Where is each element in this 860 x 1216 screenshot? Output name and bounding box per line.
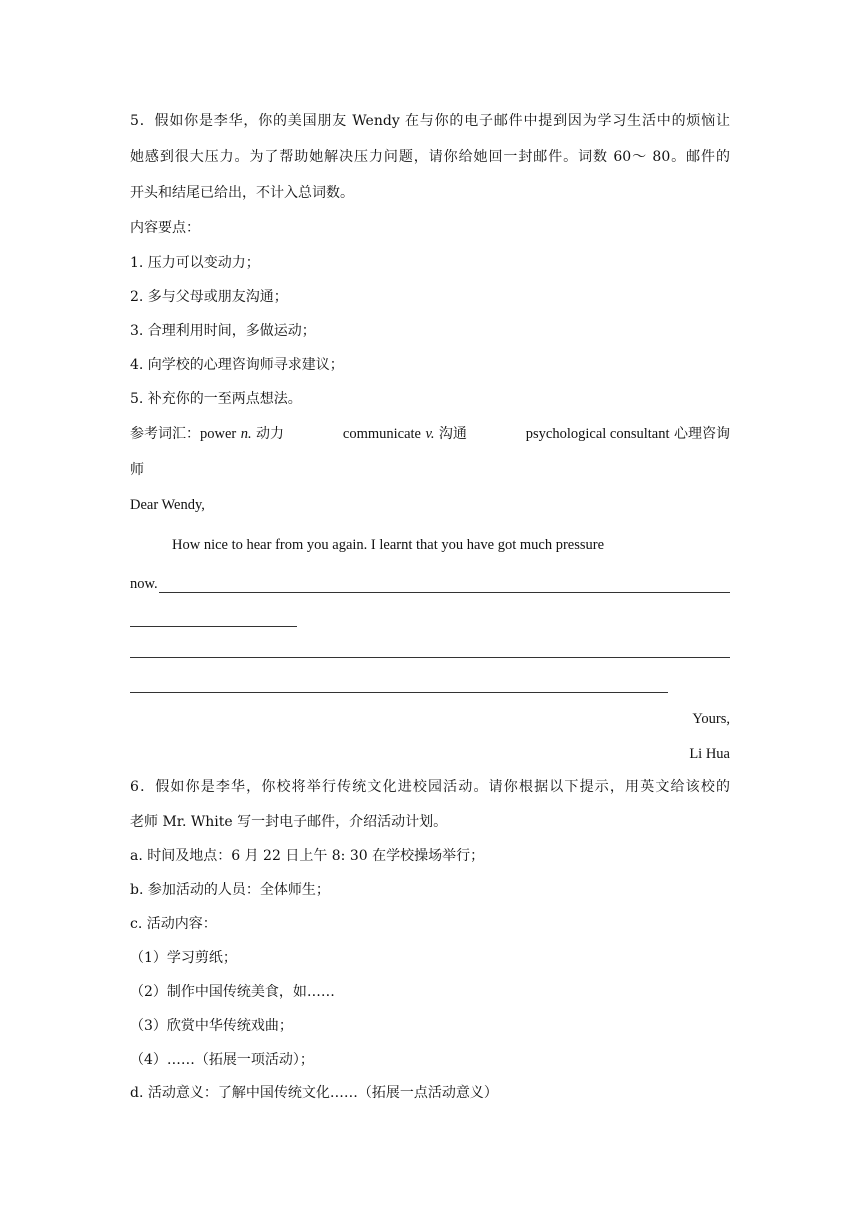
q5-vocab-meaning-2: 沟通 [438,426,467,442]
q5-vocab-pos-1: n. [240,426,252,442]
q6-item-c3: （3）欣赏中华传统戏曲； [130,1018,293,1034]
q6-item-c2: （2）制作中国传统美食，如…… [130,984,335,1000]
q5-vocab-item-3 [526,425,730,443]
letter-opening: How nice to hear from you again. I learnt that you have got much pressure [172,537,605,553]
q5-vocab-item-1 [130,425,284,443]
q5-vocab-item-2 [343,425,467,443]
letter-signature: Li Hua [689,746,730,762]
q6-item-c4: （4）……（拓展一项活动）； [130,1052,314,1068]
q5-point-5: 5. 补充你的一至两点想法。 [130,391,302,407]
q5-point-4: 4. 向学校的心理咨询师寻求建议； [130,357,344,373]
q5-vocab-wrap: 师 [130,462,144,478]
q5-vocab-meaning-1: 动力 [256,426,285,442]
q5-vocab-label: 参考词汇： [130,426,200,442]
q5-point-1: 1. 压力可以变动力； [130,255,260,271]
q6-prompt-line-2: 老师 Mr. White 写一封电子邮件，介绍活动计划。 [130,814,448,830]
q5-vocab-word-1: power [200,426,237,442]
writing-blank-4[interactable] [130,692,668,693]
letter-closing: Yours, [692,711,730,727]
q6-item-a: a. 时间及地点：6 月 22 日上午 8: 30 在学校操场举行； [130,848,485,864]
writing-blank-1[interactable] [159,578,730,593]
q5-point-2: 2. 多与父母或朋友沟通； [130,289,288,305]
q5-vocab-word-2: communicate [342,426,421,442]
letter-writing-line-1 [130,575,730,593]
writing-blank-2[interactable] [130,626,297,627]
q6-item-c1: （1）学习剪纸； [130,950,237,966]
q5-points-title: 内容要点： [130,220,200,236]
q5-prompt-line-1: 5．假如你是李华，你的美国朋友 Wendy 在与你的电子邮件中提到因为学习生活中的烦恼让 [130,113,730,129]
q6-item-b: b. 参加活动的人员：全体师生； [130,882,330,898]
q5-vocab-pos-2: v. [425,426,435,442]
q6-item-c: c. 活动内容： [130,916,217,932]
q5-vocab-line [130,425,730,443]
q5-vocab-meaning-3: 心理咨询 [673,426,730,442]
writing-blank-3[interactable] [130,657,730,658]
q5-point-3: 3. 合理利用时间，多做运动； [130,323,316,339]
q5-prompt-line-2: 她感到很大压力。为了帮助她解决压力问题，请你给她回一封邮件。词数 60～ 80。邮件的 [130,149,730,165]
q6-item-d: d. 活动意义：了解中国传统文化……（拓展一点活动意义） [130,1085,498,1101]
letter-now-word: now. [130,576,158,592]
q5-prompt-line-3: 开头和结尾已给出，不计入总词数。 [130,185,354,201]
q6-prompt-line-1: 6．假如你是李华，你校将举行传统文化进校园活动。请你根据以下提示，用英文给该校的 [130,779,730,795]
q5-vocab-word-3: psychological consultant [525,426,670,442]
letter-greeting: Dear Wendy, [130,497,205,513]
